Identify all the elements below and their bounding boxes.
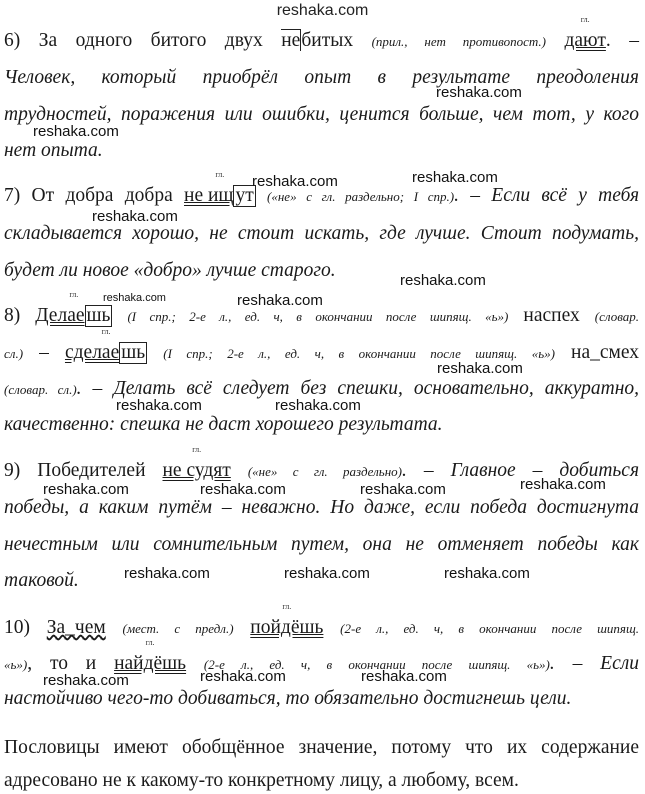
- proverb-9-line-4: таковой.: [4, 570, 79, 591]
- watermark: reshaka.com: [284, 565, 370, 582]
- adverb-naspeh: наспех: [523, 305, 580, 326]
- grammar-note: («не» с гл. раздельно; I спр.): [267, 189, 455, 204]
- watermark: reshaka.com: [237, 292, 323, 309]
- watermark: reshaka.com: [43, 672, 129, 689]
- proverb-7-line-3: будет ли новое «добро» лучше старого.: [4, 260, 336, 281]
- pronoun-za-chem: За_чем: [46, 617, 106, 638]
- site-link-header[interactable]: reshaka.com: [276, 2, 369, 19]
- proverb-9-line-3: нечестным или сомнительным путем, она не отменяет победы как: [4, 534, 639, 555]
- watermark: reshaka.com: [361, 668, 447, 685]
- summary-line-2: адресовано не к какому-то конкретному лицу, а любому, всем.: [4, 770, 519, 791]
- proverb-7-line-2: складывается хорошо, не стоит искать, где лучше. Стоит подумать,: [4, 223, 639, 244]
- proverb-10-line-2: «ь»), то и гл. найдёшь (2-е л., ед. ч, в окончании после шипящ. «ь»). – Если: [4, 638, 639, 674]
- watermark: reshaka.com: [360, 481, 446, 498]
- watermark: reshaka.com: [92, 208, 178, 225]
- verb-sdelaesh: сделае: [64, 342, 120, 363]
- watermark: reshaka.com: [275, 397, 361, 414]
- watermark: reshaka.com: [252, 173, 338, 190]
- watermark: reshaka.com: [116, 397, 202, 414]
- watermark: reshaka.com: [412, 169, 498, 186]
- verb-ending-box: шь: [121, 342, 146, 363]
- verb-ne-sudyat: не судят: [162, 460, 231, 481]
- watermark: reshaka.com: [437, 360, 523, 377]
- proverb-10-line-3: настойчиво чего-то добиваться, то обязательно достигнешь цели.: [4, 688, 572, 709]
- verb-ne-ishchut: не ищ: [184, 185, 234, 206]
- watermark: reshaka.com: [520, 476, 606, 493]
- verb-naydesh: найдёшь: [114, 653, 187, 674]
- proverb-8-line-1: 8) гл. Делае шь (I спр.; 2-е л., ед. ч, в окончании после шипящ. «ь») наспех (словар.: [4, 290, 639, 326]
- proverb-10-line-1: 10) За_чем (мест. с предл.) гл. пойдёшь (2-е л., ед. ч, в окончании после шипящ.: [4, 602, 640, 638]
- grammar-note: (прил., нет противопост.): [371, 34, 546, 49]
- watermark: reshaka.com: [444, 565, 530, 582]
- proverb-6-line-3: трудностей, поражения или ошибки, ценится больше, чем тот, у кого: [4, 104, 639, 125]
- proverb-9-line-1: 9) Победителей гл. не судят («не» с гл. раздельно). – Главное – добиться: [4, 445, 640, 481]
- verb-poydesh: пойдёшь: [250, 617, 324, 638]
- proverb-7-line-1: 7) От добра добра гл. не ищ ут («не» с гл. раздельно; I спр.). – Если всё у тебя: [4, 170, 640, 206]
- watermark: reshaka.com: [400, 272, 486, 289]
- grammar-note: (2-е л., ед. ч, в окончании после шипящ.: [340, 621, 640, 636]
- prefix-ne: не: [281, 30, 301, 51]
- grammar-note: (2-е л., ед. ч, в окончании после шипящ. «ь»): [203, 657, 550, 672]
- watermark: reshaka.com: [124, 565, 210, 582]
- adverb-na-smeh: на_смех: [571, 342, 640, 363]
- proverb-6-line-4: нет опыта.: [4, 140, 103, 161]
- verb-ending-box: шь: [86, 305, 111, 326]
- watermark: reshaka.com: [33, 123, 119, 140]
- watermark: reshaka.com: [103, 292, 166, 304]
- grammar-note: (мест. с предл.): [122, 621, 234, 636]
- verb-ending-box: ут: [235, 185, 254, 206]
- proverb-8-line-4: качественно: спешка не даст хорошего результата.: [4, 414, 443, 435]
- watermark: reshaka.com: [200, 668, 286, 685]
- watermark: reshaka.com: [43, 481, 129, 498]
- proverb-8-line-2: сл.) – гл. сделае шь (I спр.; 2-е л., ед. ч, в окончании после шипящ. «ь») на_смех: [4, 327, 640, 363]
- verb-dayut: дают: [564, 30, 606, 51]
- grammar-note: («не» с гл. раздельно): [247, 464, 402, 479]
- proverb-6-line-1: 6) За одного битого двух небитых (прил., нет противопост.) гл. дают. –: [4, 15, 639, 51]
- watermark: reshaka.com: [200, 481, 286, 498]
- grammar-note: (I спр.; 2-е л., ед. ч, в окончании после шипящ. «ь»): [163, 346, 555, 361]
- grammar-note: (I спр.; 2-е л., ед. ч, в окончании после шипящ. «ь»): [127, 309, 509, 324]
- proverb-9-line-2: победы, а каким путём – неважно. Но даже, если победа достигнута: [4, 497, 639, 518]
- proverb-8-line-3: (словар. сл.). – Делать всё следует без спешки, основательно, аккуратно,: [4, 378, 640, 399]
- verb-delaesh: Делае: [35, 305, 85, 326]
- proverb-6-line-2: Человек, который приобрёл опыт в результате преодоления: [4, 67, 639, 88]
- summary-line-1: Пословицы имеют обобщённое значение, потому что их содержание: [4, 737, 639, 758]
- watermark: reshaka.com: [436, 84, 522, 101]
